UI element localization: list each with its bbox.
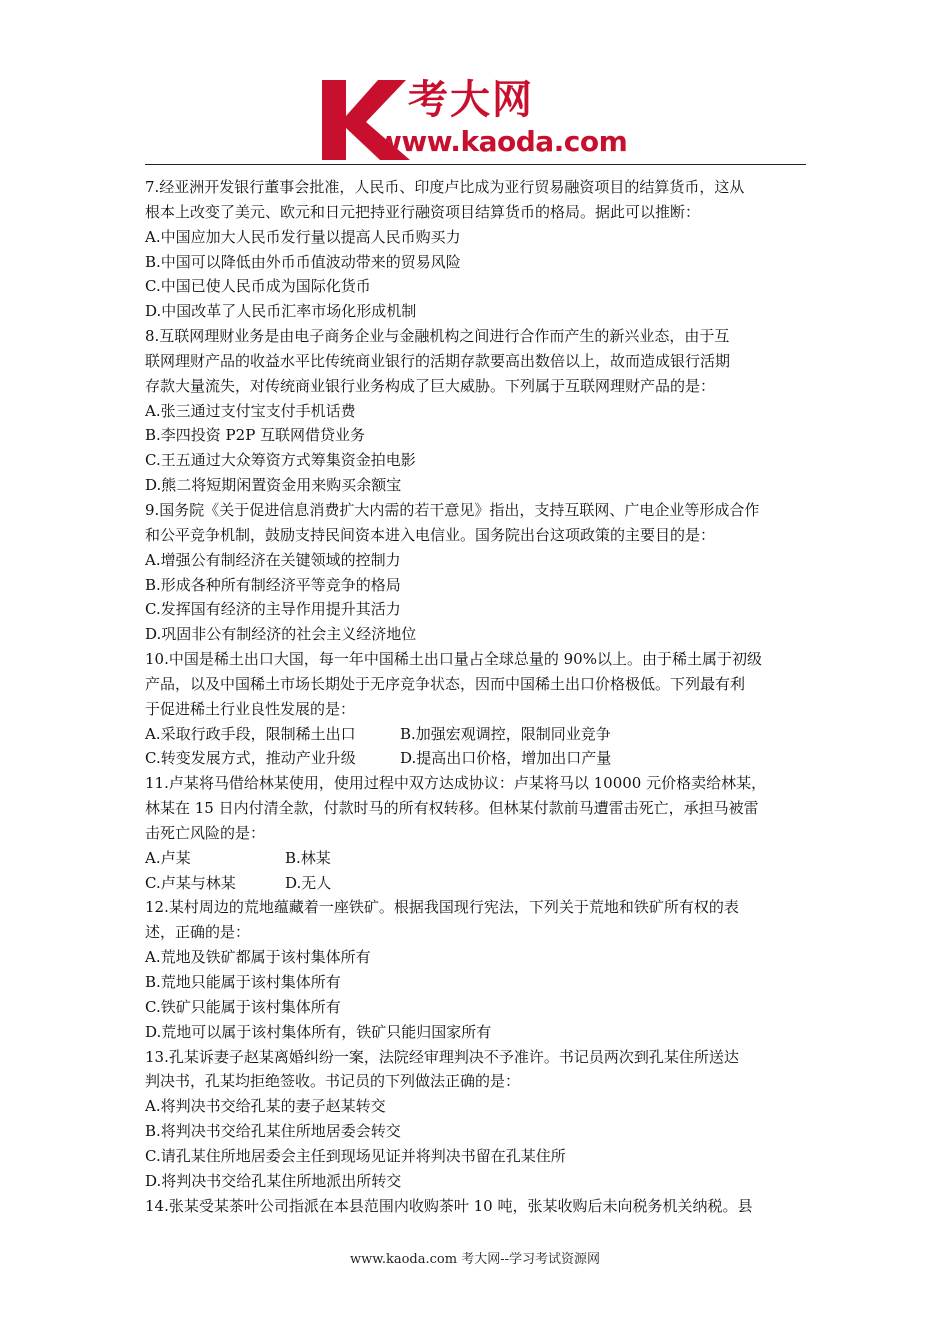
text-line: A.张三通过支付宝支付手机话费 bbox=[145, 401, 356, 420]
option-left: A.卢某 bbox=[145, 848, 191, 867]
text-line: B.将判决书交给孔某住所地居委会转交 bbox=[145, 1122, 401, 1141]
text-line: 存款大量流失，对传统商业银行业务构成了巨大威胁。下列属于互联网理财产品的是： bbox=[145, 376, 716, 395]
option-left: C.转变发展方式，推动产业升级 bbox=[145, 749, 356, 768]
header-divider bbox=[145, 164, 806, 165]
text-line: 根本上改变了美元、欧元和日元把持亚行融资项目结算货币的格局。据此可以推断： bbox=[145, 202, 701, 221]
text-line: 于促进稀土行业良性发展的是： bbox=[145, 699, 356, 718]
text-line: D.中国改革了人民币汇率市场化形成机制 bbox=[145, 302, 417, 321]
text-line: C.请孔某住所地居委会主任到现场见证并将判决书留在孔某住所 bbox=[145, 1146, 566, 1165]
text-line: 产品，以及中国稀土市场长期处于无序竞争状态，因而中国稀土出口价格极低。下列最有利 bbox=[145, 674, 746, 693]
text-line: 11.卢某将马借给林某使用，使用过程中双方达成协议：卢某将马以 10000 元价格卖给林某， bbox=[145, 774, 767, 793]
text-line: B.李四投资 P2P 互联网借贷业务 bbox=[145, 426, 366, 445]
text-line: 12.某村周边的荒地蕴藏着一座铁矿。根据我国现行宪法，下列关于荒地和铁矿所有权的表 bbox=[145, 898, 739, 917]
text-line: 和公平竞争机制，鼓励支持民间资本进入电信业。国务院出台这项政策的主要目的是： bbox=[145, 525, 716, 544]
text-line: B.形成各种所有制经济平等竞争的格局 bbox=[145, 575, 401, 594]
option-row bbox=[145, 846, 807, 871]
text-line: 14.张某受某茶叶公司指派在本县范围内收购茶叶 10 吨，张某收购后未向税务机关纳税。县 bbox=[145, 1196, 753, 1215]
option-left: A.采取行政手段，限制稀土出口 bbox=[145, 724, 356, 743]
text-line: 击死亡风险的是： bbox=[145, 823, 266, 842]
text-line: A.中国应加大人民币发行量以提高人民币购买力 bbox=[145, 227, 461, 246]
option-right: B.加强宏观调控，限制同业竞争 bbox=[400, 724, 611, 743]
text-line: 9.国务院《关于促进信息消费扩大内需的若干意见》指出，支持互联网、广电企业等形成合作 bbox=[145, 500, 760, 519]
kaoda-logo bbox=[320, 76, 640, 162]
text-line: D.巩固非公有制经济的社会主义经济地位 bbox=[145, 625, 417, 644]
text-line: A.增强公有制经济在关键领域的控制力 bbox=[145, 550, 401, 569]
page-footer: www.kaoda.com 考大网--学习考试资源网 bbox=[350, 1252, 600, 1267]
text-line: D.熊二将短期闲置资金用来购买余额宝 bbox=[145, 476, 402, 495]
text-line: 13.孔某诉妻子赵某离婚纠纷一案，法院经审理判决不予准许。书记员两次到孔某住所送达 bbox=[145, 1047, 739, 1066]
text-line: A.将判决书交给孔某的妻子赵某转交 bbox=[145, 1097, 386, 1116]
option-right: D.无人 bbox=[285, 873, 332, 892]
option-right: D.提高出口价格，增加出口产量 bbox=[400, 749, 612, 768]
text-line: C.铁矿只能属于该村集体所有 bbox=[145, 997, 341, 1016]
option-right: B.林某 bbox=[285, 848, 331, 867]
text-line: C.中国已使人民币成为国际化货币 bbox=[145, 277, 371, 296]
question-content bbox=[145, 175, 807, 1218]
text-line: D.荒地可以属于该村集体所有，铁矿只能归国家所有 bbox=[145, 1022, 492, 1041]
option-row bbox=[145, 871, 807, 896]
option-row bbox=[145, 746, 807, 771]
text-line: D.将判决书交给孔某住所地派出所转交 bbox=[145, 1171, 402, 1190]
option-left: C.卢某与林某 bbox=[145, 873, 236, 892]
text-line: B.荒地只能属于该村集体所有 bbox=[145, 973, 341, 991]
text-line: 林某在 15 日内付清全款，付款时马的所有权转移。但林某付款前马遭雷击死亡，承担马被雷 bbox=[145, 799, 759, 818]
text-line: 联网理财产品的收益水平比传统商业银行的活期存款要高出数倍以上，故而造成银行活期 bbox=[145, 351, 731, 370]
option-row bbox=[145, 722, 807, 747]
text-line: 判决书，孔某均拒绝签收。书记员的下列做法正确的是： bbox=[145, 1072, 521, 1091]
text-line: 8.互联网理财业务是由电子商务企业与金融机构之间进行合作而产生的新兴业态，由于互 bbox=[145, 327, 730, 346]
text-line: 10.中国是稀土出口大国，每一年中国稀土出口量占全球总量的 90%以上。由于稀土属于初级 bbox=[145, 650, 762, 669]
text-line: C.发挥国有经济的主导作用提升其活力 bbox=[145, 600, 401, 619]
text-line: B.中国可以降低由外币币值波动带来的贸易风险 bbox=[145, 252, 461, 271]
text-line: 述，正确的是： bbox=[145, 923, 251, 942]
logo-url[interactable]: www.kaoda.com bbox=[376, 125, 628, 158]
text-line: 7.经亚洲开发银行董事会批准，人民币、印度卢比成为亚行贸易融资项目的结算货币，这从 bbox=[145, 178, 745, 196]
text-line: C.王五通过大众筹资方式筹集资金拍电影 bbox=[145, 451, 416, 470]
logo-text: 考大网 bbox=[408, 77, 534, 123]
text-line: A.荒地及铁矿都属于该村集体所有 bbox=[145, 948, 371, 967]
